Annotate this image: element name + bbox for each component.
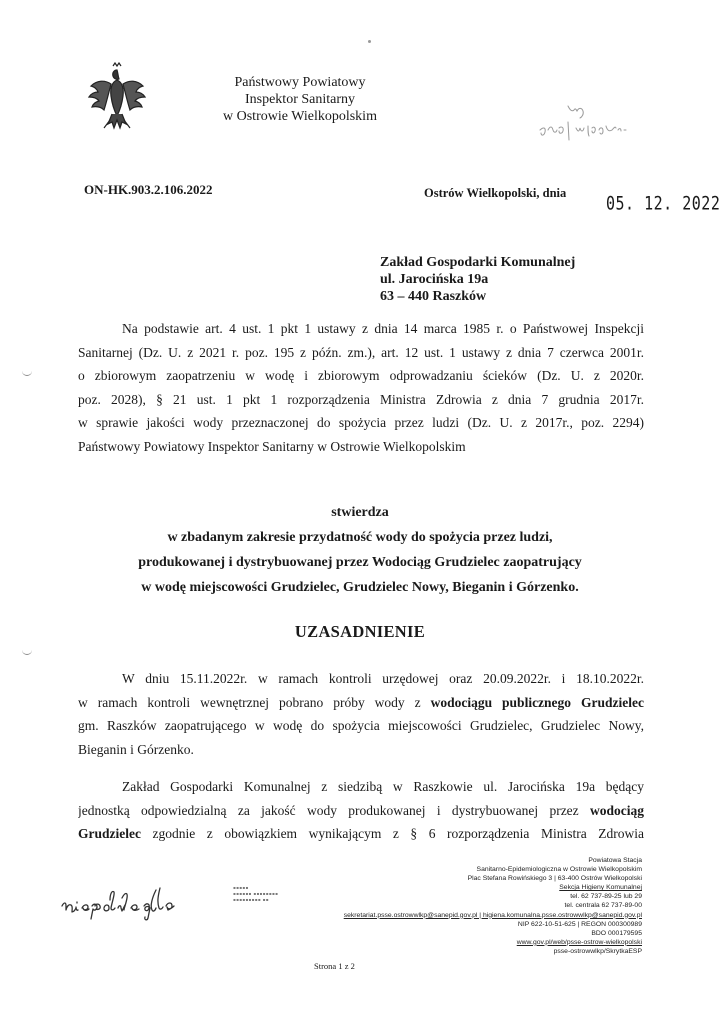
paragraph-line: Państwowy Powiatowy Inspektor Sanitarny w Ostrowie Wielkopolskim: [78, 438, 466, 454]
paragraph-line: [78, 822, 644, 846]
handwritten-annotation: [536, 100, 666, 154]
paragraph-text: jednostką odpowiedzialną za jakość wody produkowanej i dystrybuowanej przez: [78, 802, 590, 818]
paragraph-text: zgodnie z obowiązkiem wynikającym z § 6 rozporządzenia Ministra Zdrowia: [140, 826, 644, 841]
station-line: tel. centrala 62 737-89-00: [564, 902, 642, 910]
issuer-line-1: Państwowy Powiatowy: [234, 75, 366, 90]
signature-niepodlegla: [56, 880, 226, 924]
paragraph-line: poz. 2028), § 21 ust. 1 pkt 1 rozporządzenia Ministra Zdrowia z dnia 7 grudnia 2017r.: [78, 391, 644, 407]
page-number: Strona 1 z 2: [314, 961, 355, 971]
paragraph-bold-text: wodociąg: [590, 802, 644, 818]
email-links[interactable]: sekretariat.psse.ostrowwlkp@sanepid.gov.pl | higiena.komunalna.psse.ostrowwlkp@sanepid.gov.pl: [343, 911, 642, 919]
paragraph-text: w ramach kontroli wewnętrznej pobrano próby wody z: [78, 694, 431, 710]
justification-paragraph-1: [78, 667, 644, 761]
place-label: Ostrów Wielkopolski, dnia: [424, 186, 567, 200]
station-line: Powiatowa Stacja: [588, 857, 642, 864]
scan-speck: [368, 40, 371, 43]
bdo-number: BDO 000179595: [591, 929, 642, 937]
decision-block: [100, 500, 620, 600]
paragraph-line: W dniu 15.11.2022r. w ramach kontroli urzędowej oraz 20.09.2022r. i 18.10.2022r.: [122, 671, 644, 686]
addressee-line-1: Zakład Gospodarki Komunalnej: [380, 255, 576, 270]
issuer-line-3: w Ostrowie Wielkopolskim: [223, 109, 377, 124]
decision-verb: stwierdza: [331, 505, 389, 520]
reference-number: ON-HK.903.2.106.2022: [84, 182, 213, 197]
paragraph-bold-text: wodociągu publicznego Grudzielec: [430, 694, 644, 710]
paragraph-line: [78, 691, 644, 715]
paragraph-line: w sprawie jakości wody przeznaczonej do spożycia przez ludzi (Dz. U. z 2017r., poz. 2294): [78, 415, 644, 430]
paragraph-line: Zakład Gospodarki Komunalnej z siedzibą w Raszkowie ul. Jarocińska 19a będący: [122, 779, 644, 794]
station-footer: [300, 856, 642, 956]
paragraph-line: Na podstawie art. 4 ust. 1 pkt 1 ustawy z dnia 14 marca 1985 r. o Państwowej Inspekcji: [122, 321, 644, 336]
hole-punch-mark: [22, 650, 32, 655]
nip-regon: NIP 622-10-51-625 | REGON 000300989: [517, 920, 642, 928]
paragraph-bold-text: Grudzielec: [78, 826, 141, 841]
website-link[interactable]: www.gov.pl/web/psse-ostrow-wielkopolski: [516, 938, 642, 946]
addressee-block: [380, 254, 575, 305]
polish-eagle-icon: [86, 62, 148, 136]
legal-basis-paragraph: [78, 317, 644, 458]
paragraph-line: gm. Raszków zaopatrującego w wodę do spożycia miejscowości Grudzielec, Grudzielec Nowy,: [78, 718, 644, 733]
paragraph-line: [78, 799, 644, 823]
station-line: Sekcja Higieny Komunalnej: [559, 884, 642, 892]
date-stamp: 05. 12. 2022: [606, 192, 721, 215]
decision-line-2: produkowanej i dystrybuowanej przez Wodociąg Grudzielec zaopatrujący: [138, 555, 582, 570]
faint-stamp-text: ▪▪▪▪▪ ▪▪▪▪▪▪ ▪▪▪▪▪▪▪▪ ▪▪▪▪▪▪▪▪▪ ▪▪: [233, 885, 279, 902]
paragraph-line: Bieganin i Górzenko.: [78, 741, 194, 757]
paragraph-line: o zbiorowym zaopatrzeniu w wodę i zbiorowym odprowadzaniu ścieków (Dz. U. z 2020r.: [78, 368, 644, 383]
station-line: tel. 62 737-89-25 lub 29: [570, 893, 642, 901]
justification-heading: UZASADNIENIE: [294, 622, 426, 641]
addressee-line-2: ul. Jarocińska 19a: [380, 272, 489, 287]
issuer-line-2: Inspektor Sanitarny: [244, 92, 356, 107]
esp-inbox: psse-ostrowwlkp/SkrytkaESP: [553, 947, 642, 955]
station-line: Plac Stefana Rowińskiego 3 | 63-400 Ostrów Wielkopolski: [467, 875, 642, 883]
decision-line-1: w zbadanym zakresie przydatność wody do spożycia przez ludzi,: [167, 530, 553, 545]
hole-punch-mark: [22, 371, 32, 376]
decision-line-3: w wodę miejscowości Grudzielec, Grudzielec Nowy, Bieganin i Górzenko.: [141, 580, 579, 595]
justification-paragraph-2: [78, 775, 644, 846]
issuer-header: [200, 74, 400, 125]
paragraph-line: Sanitarnej (Dz. U. z 2021 r. poz. 195 z późn. zm.), art. 12 ust. 1 ustawy z dnia 7 czerwca 2001r.: [78, 344, 644, 360]
station-line: Sanitarno-Epidemiologiczna w Ostrowie Wielkopolskim: [476, 866, 642, 874]
addressee-line-3: 63 – 440 Raszków: [380, 289, 487, 304]
